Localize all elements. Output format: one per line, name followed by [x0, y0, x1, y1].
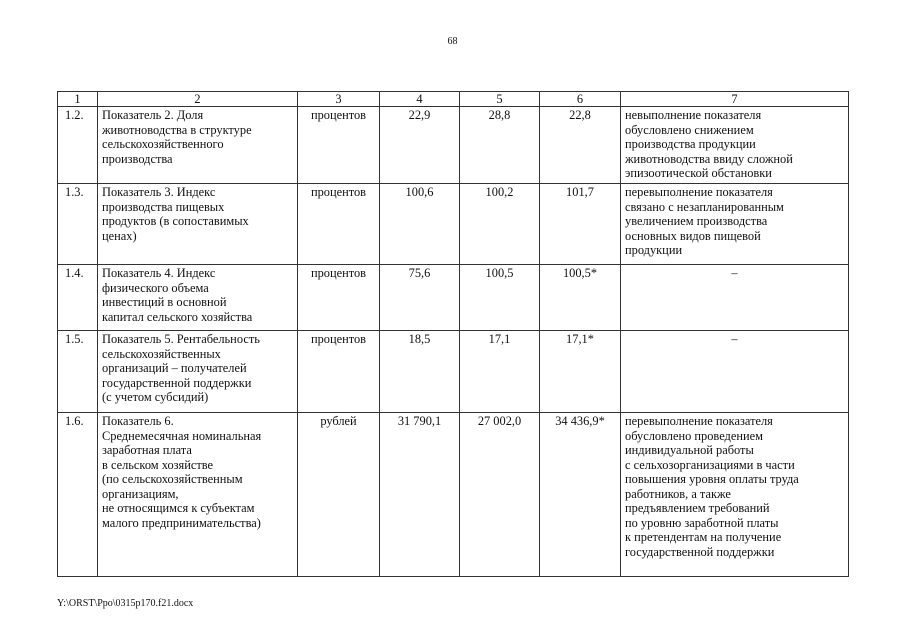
unit-cell: процентов — [298, 107, 380, 184]
note-cell: перевыполнение показателя связано с незапланированным увеличением производства основных видов пищевой продукции — [621, 184, 849, 265]
indicator-name: Показатель 3. Индекс производства пищевых продуктов (в сопоставимых ценах) — [98, 184, 298, 265]
indicator-name: Показатель 5. Рентабельность сельскохозяйственных организаций – получателей государственной поддержки (с учетом субсидий) — [98, 331, 298, 413]
indicators-table — [57, 91, 849, 577]
value-cell: 100,5* — [540, 265, 621, 331]
value-cell: 17,1 — [460, 331, 540, 413]
table-header-row — [58, 92, 849, 107]
header-cell: 4 — [380, 92, 460, 107]
indicator-name: Показатель 2. Доля животноводства в структуре сельскохозяйственного производства — [98, 107, 298, 184]
value-cell: 100,2 — [460, 184, 540, 265]
value-cell: 100,6 — [380, 184, 460, 265]
value-cell: 34 436,9* — [540, 413, 621, 577]
table-row — [58, 265, 849, 331]
header-cell: 5 — [460, 92, 540, 107]
value-cell: 31 790,1 — [380, 413, 460, 577]
document-file-path: Y:\ORST\Ppo\0315p170.f21.docx — [57, 598, 194, 609]
row-number: 1.5. — [58, 331, 98, 413]
row-number: 1.4. — [58, 265, 98, 331]
note-cell: перевыполнение показателя обусловлено проведением индивидуальной работы с сельхозорганизациями в части повышения уровня оплаты труда работников, а также предъявлением требований по уровню заработной платы к претендентам на получение государственной поддержки — [621, 413, 849, 577]
value-cell: 101,7 — [540, 184, 621, 265]
value-cell: 22,9 — [380, 107, 460, 184]
header-cell: 6 — [540, 92, 621, 107]
page-number: 68 — [447, 36, 458, 47]
header-cell: 2 — [98, 92, 298, 107]
unit-cell: процентов — [298, 265, 380, 331]
note-cell: невыполнение показателя обусловлено снижением производства продукции животноводства ввиду сложной эпизоотической обстановки — [621, 107, 849, 184]
value-cell: 75,6 — [380, 265, 460, 331]
indicator-name: Показатель 4. Индекс физического объема инвестиций в основной капитал сельского хозяйства — [98, 265, 298, 331]
value-cell: 100,5 — [460, 265, 540, 331]
note-cell: – — [621, 331, 849, 413]
indicator-name: Показатель 6. Среднемесячная номинальная заработная плата в сельском хозяйстве (по сельскохозяйственным организациям, не относящимся к субъектам малого предпринимательства) — [98, 413, 298, 577]
row-number: 1.6. — [58, 413, 98, 577]
table-row — [58, 413, 849, 577]
value-cell: 17,1* — [540, 331, 621, 413]
table-row — [58, 107, 849, 184]
row-number: 1.2. — [58, 107, 98, 184]
unit-cell: рублей — [298, 413, 380, 577]
value-cell: 28,8 — [460, 107, 540, 184]
value-cell: 18,5 — [380, 331, 460, 413]
table-row — [58, 184, 849, 265]
unit-cell: процентов — [298, 184, 380, 265]
table-row — [58, 331, 849, 413]
note-cell: – — [621, 265, 849, 331]
header-cell: 3 — [298, 92, 380, 107]
header-cell: 7 — [621, 92, 849, 107]
value-cell: 22,8 — [540, 107, 621, 184]
row-number: 1.3. — [58, 184, 98, 265]
value-cell: 27 002,0 — [460, 413, 540, 577]
unit-cell: процентов — [298, 331, 380, 413]
header-cell: 1 — [58, 92, 98, 107]
